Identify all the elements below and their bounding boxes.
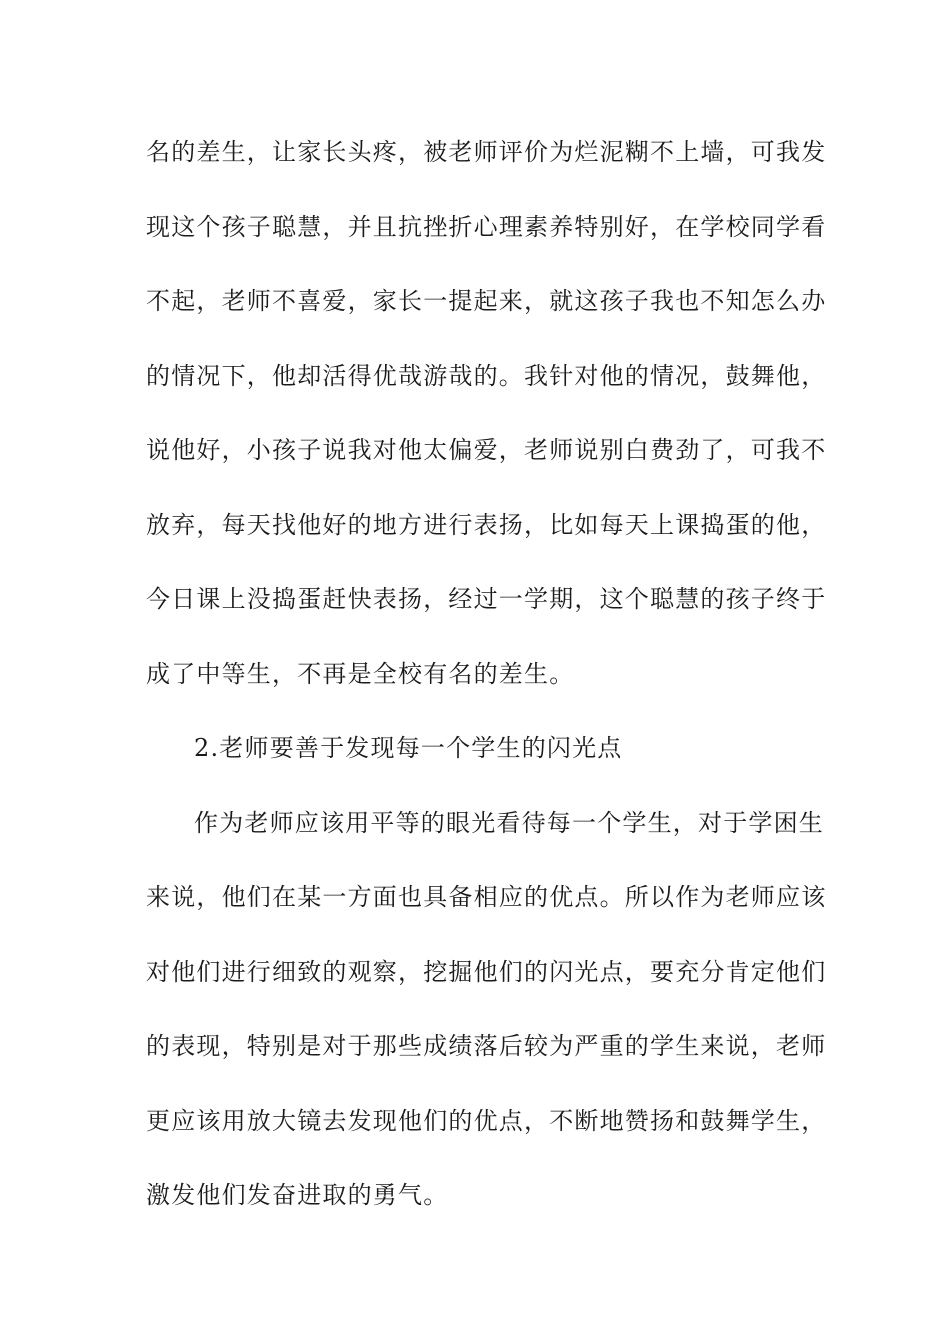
section-heading: 2.老师要善于发现每一个学生的闪光点 [194,734,623,762]
text-line: 放弃，每天找他好的地方进行表扬，比如每天上课捣蛋的他， [146,510,827,539]
text-line: 现这个孩子聪慧，并且抗挫折心理素养特别好，在学校同学看 [146,212,827,241]
text-line: 名的差生，让家长头疼，被老师评价为烂泥糊不上墙，可我发 [146,138,827,166]
text-line: 不起，老师不喜爱，家长一提起来，就这孩子我也不知怎么办 [146,287,827,315]
text-line: 的表现，特别是对于那些成绩落后较为严重的学生来说，老师 [146,1032,827,1060]
text-line: 今日课上没捣蛋赶快表扬，经过一学期，这个聪慧的孩子终于 [146,585,827,613]
document-body [146,126,827,1244]
text-line: 更应该用放大镜去发现他们的优点，不断地赞扬和鼓舞学生， [146,1106,827,1135]
text-line: 的情况下，他却活得优哉游哉的。我针对他的情况，鼓舞他， [146,361,827,390]
paragraph [146,797,827,1244]
text-line: 激发他们发奋进取的勇气。 [146,1181,449,1209]
paragraph [146,126,827,722]
text-line: 说他好，小孩子说我对他太偏爱，老师说别白费劲了，可我不 [146,436,827,464]
text-line: 作为老师应该用平等的眼光看待每一个学生，对于学困生 [194,808,824,837]
text-line: 来说，他们在某一方面也具备相应的优点。所以作为老师应该 [146,883,827,911]
text-line: 成了中等生，不再是全校有名的差生。 [146,659,575,688]
text-line: 对他们进行细致的观察，挖掘他们的闪光点，要充分肯定他们 [146,957,827,986]
